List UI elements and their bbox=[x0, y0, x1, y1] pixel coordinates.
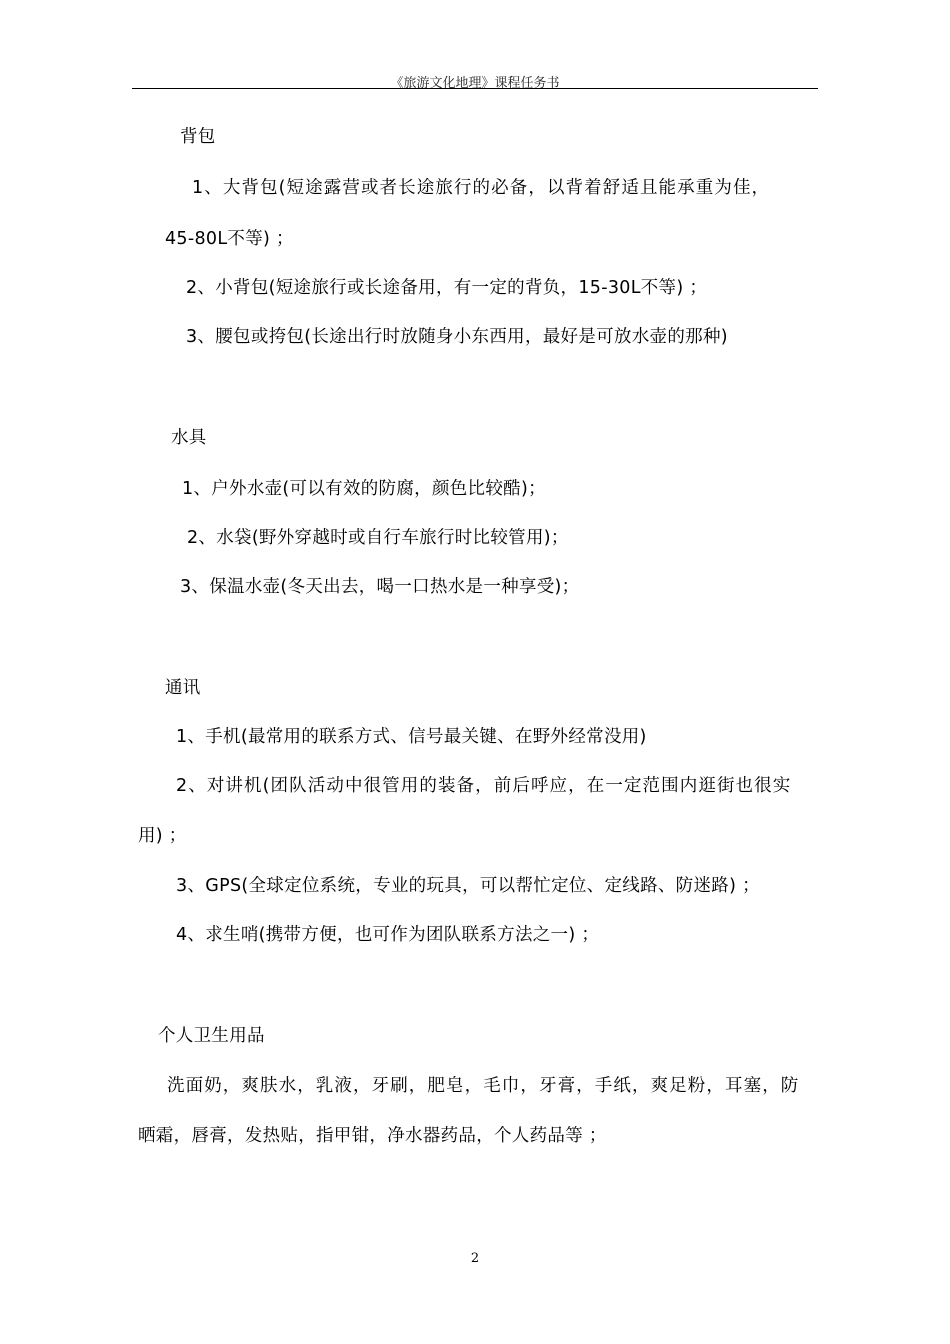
hygiene-line-2: 晒霜，唇膏，发热贴，指甲钳，净水器药品，个人药品等 ； bbox=[138, 1126, 607, 1146]
comms-item-2-line-1: 2、对讲机(团队活动中很管用的装备，前后呼应，在一定范围内逛街也很实 bbox=[176, 776, 792, 796]
section-heading-comms: 通讯 bbox=[165, 678, 201, 698]
backpack-item-3: 3、腰包或挎包(长途出行时放随身小东西用，最好是可放水壶的那种) bbox=[186, 327, 728, 347]
section-heading-backpack: 背包 bbox=[180, 127, 216, 147]
water-item-2: 2、水袋(野外穿越时或自行车旅行时比较管用)； bbox=[187, 528, 569, 548]
comms-item-3: 3、GPS(全球定位系统，专业的玩具，可以帮忙定位、定线路、防迷路) ； bbox=[176, 876, 760, 896]
backpack-item-2: 2、小背包(短途旅行或长途备用，有一定的背负，15-30L不等) ； bbox=[186, 278, 708, 298]
backpack-item-1-line-2: 45-80L不等) ； bbox=[165, 229, 294, 249]
comms-item-4: 4、求生哨(携带方便，也可作为团队联系方法之一) ； bbox=[176, 925, 600, 945]
hygiene-line-1: 洗面奶，爽肤水，乳液，牙刷，肥皂，毛巾，牙膏，手纸，爽足粉，耳塞，防 bbox=[167, 1076, 800, 1096]
header-divider bbox=[132, 88, 818, 89]
water-item-1: 1、户外水壶(可以有效的防腐，颜色比较酷)； bbox=[182, 479, 546, 499]
section-heading-hygiene: 个人卫生用品 bbox=[158, 1026, 265, 1046]
section-heading-water: 水具 bbox=[171, 428, 207, 448]
page-header-title: 《旅游文化地理》课程任务书 bbox=[390, 76, 560, 91]
water-item-3: 3、保温水壶(冬天出去，喝一口热水是一种享受)； bbox=[180, 577, 580, 597]
page-number: 2 bbox=[470, 1251, 480, 1266]
backpack-item-1-line-1: 1、大背包(短途露营或者长途旅行的必备，以背着舒适且能承重为佳， bbox=[192, 178, 771, 198]
comms-item-1: 1、手机(最常用的联系方式、信号最关键、在野外经常没用) bbox=[176, 727, 647, 747]
comms-item-2-line-2: 用) ； bbox=[138, 826, 187, 846]
